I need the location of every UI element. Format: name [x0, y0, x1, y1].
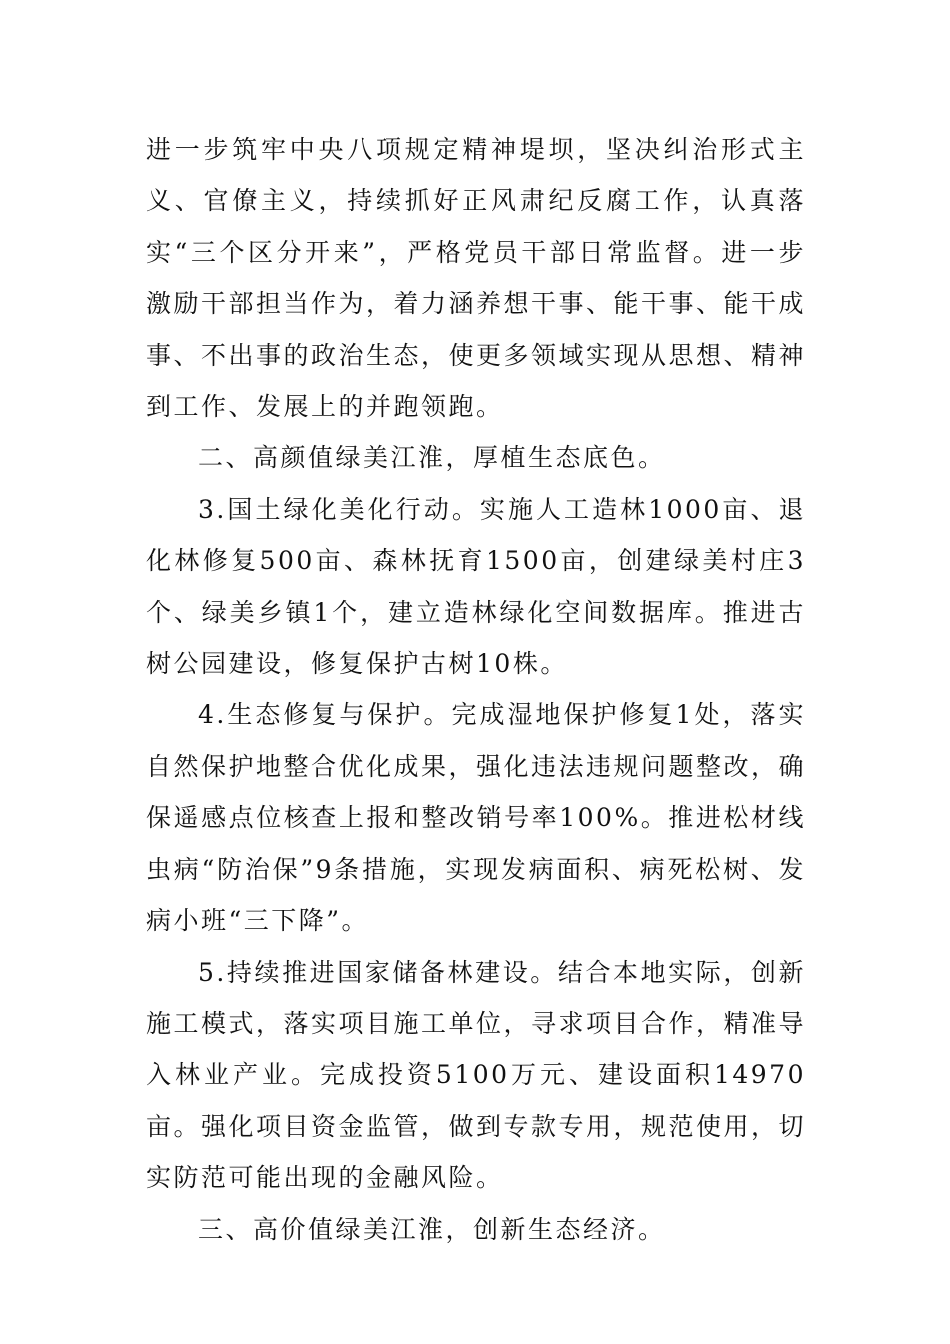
section-heading-2: 二、高颜值绿美江淮，厚植生态底色。 — [198, 443, 666, 473]
section-heading-3: 三、高价值绿美江淮，创新生态经济。 — [198, 1214, 666, 1244]
paragraph-5: 5.持续推进国家储备林建设。结合本地实际，创新施工模式，落实项目施工单位，寻求项目合作，精准导入林业产业。完成投资5100万元、建设面积14970亩。强化项目资金监管，做到专款专用，规范使用，切实防范可能出现的金融风险。 — [146, 957, 807, 1193]
paragraph-1: 进一步筑牢中央八项规定精神堤坝，坚决纠治形式主义、官僚主义，持续抓好正风肃纪反腐工作，认真落实“三个区分开来”，严格党员干部日常监督。进一步激励干部担当作为，着力涵养想干事、能干事、能干成事、不出事的政治生态，使更多领域实现从思想、精神到工作、发展上的并跑领跑。 — [146, 135, 807, 422]
paragraph-3: 3.国土绿化美化行动。实施人工造林1000亩、退化林修复500亩、森林抚育1500亩，创建绿美村庄3个、绿美乡镇1个，建立造林绿化空间数据库。推进古树公园建设，修复保护古树10株。 — [146, 494, 806, 679]
document-page — [146, 124, 806, 1255]
paragraph-4: 4.生态修复与保护。完成湿地保护修复1处，落实自然保护地整合优化成果，强化违法违规问题整改，确保遥感点位核查上报和整改销号率100%。推进松材线虫病“防治保”9条措施，实现发病面积、病死松树、发病小班“三下降”。 — [146, 700, 807, 936]
